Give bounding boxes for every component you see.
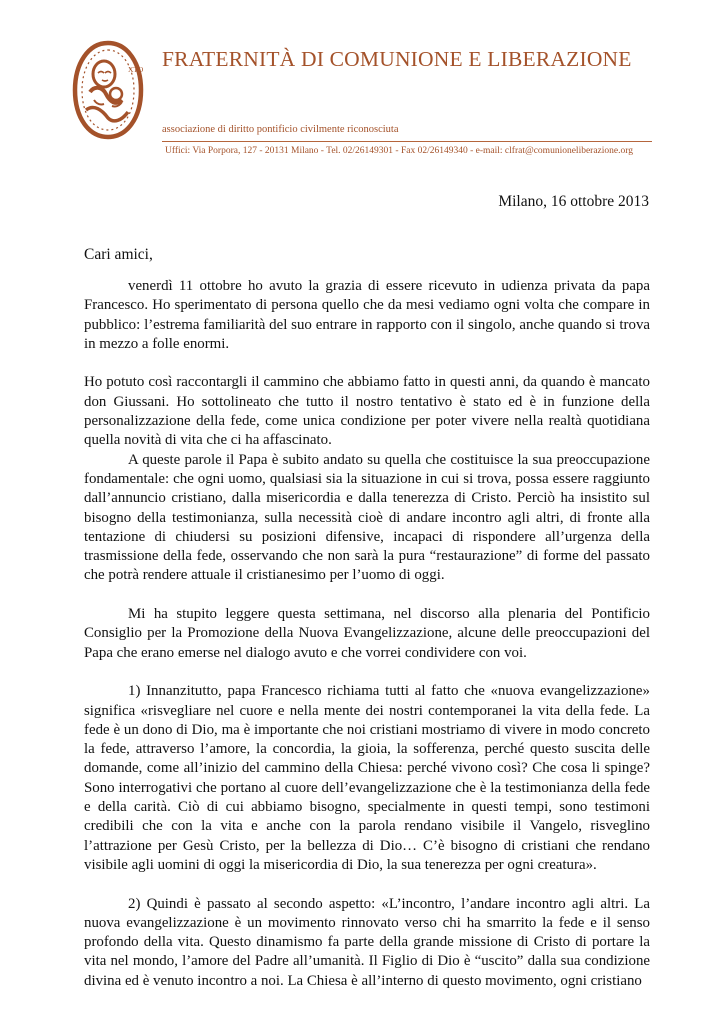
letter-body [84, 277, 650, 991]
paragraph: Mi ha stupito leggere questa settimana, nel discorso alla plenaria del Pontificio Consiglio per la Promozione della Nuova Evangelizzazione, alcune delle preoccupazioni del Papa che erano emerse nel dialogo avuto e che vorrei condividere con voi. [84, 606, 650, 661]
logo-label: XTO [128, 65, 144, 74]
organization-title: FRATERNITÀ DI COMUNIONE E LIBERAZIONE [162, 47, 632, 71]
paragraph: 1) Innanzitutto, papa Francesco richiama tutti al fatto che «nuova evangelizzazione» significa «risvegliare nel cuore e nella mente dei nostri contemporanei la vita della fede. La fede è un dono di Dio, ma è importante che noi cristiani mostriamo di vivere in modo concreto la fede, attraverso l’amore, la concordia, la gioia, la sofferenza, perché questo suscita delle domande, come all’inizio del cammino della Chiesa: perché vivono così? Che cosa li spinge? Sono interrogativi che portano al cuore dell’evangelizzazione che è la testimonianza della fede e della carità. Ciò di cui abbiamo bisogno, specialmente in questi tempi, sono testimoni credibili che con la vita e anche con la parola rendano visibile il Vangelo, risveglino l’attrazione per Gesù Cristo, per la bellezza di Dio… C’è bisogno di cristiani che rendano visibile agli uomini di oggi la misericordia di Dio, la sua tenerezza per ogni creatura». [84, 683, 650, 873]
letter-date: Milano, 16 ottobre 2013 [498, 193, 649, 210]
fraternity-logo-icon [72, 40, 144, 140]
organization-address: Uffici: Via Porpora, 127 - 20131 Milano - Tel. 02/26149301 - Fax 02/26149340 - e-mail: clfrat@comunioneliberazione.org [165, 146, 633, 156]
paragraph: venerdì 11 ottobre ho avuto la grazia di essere ricevuto in udienza privata da papa Francesco. Ho sperimentato di persona quello che da mesi vediamo ogni volta che compare in pubblico: l’estrema familiarità del suo entrare in rapporto con il singolo, anche quando si trova in mezzo a folle enormi. [84, 278, 650, 352]
paragraph: A queste parole il Papa è subito andato su quella che costituisce la sua preoccupazione fondamentale: che ogni uomo, qualsiasi sia la situazione in cui si trova, possa essere raggiunto dall’annuncio cristiano, dalla misericordia e dalla tenerezza di Cristo. Perciò ha insistito sul bisogno della testimonianza, sulla necessità cioè di andare incontro agli altri, di fronte alla tentazione di chiudersi su posizioni difensive, incapaci di rispondere all’urgenza della trasmissione della fede, osservando che non sarà la pura “restaurazione” di forme del passato che potrà rendere attuale il cristianesimo per l’uomo di oggi. [84, 451, 650, 584]
paragraph: 2) Quindi è passato al secondo aspetto: «L’incontro, l’andare incontro agli altri. La nuova evangelizzazione è un movimento rinnovato verso chi ha smarrito la fede e il senso profondo della vita. Questo dinamismo fa parte della grande missione di Cristo di portare la vita nel mondo, l’amore del Padre all’umanità. Il Figlio di Dio è “uscito” dalla sua condizione divina ed è venuto incontro a noi. La Chiesa è all’interno di questo movimento, ogni cristiano [84, 895, 650, 989]
letter-salutation: Cari amici, [84, 246, 153, 263]
organization-subtitle: associazione di diritto pontificio civilmente riconosciuta [162, 124, 399, 135]
header-divider [162, 141, 652, 142]
paragraph: Ho potuto così raccontargli il cammino che abbiamo fatto in questi anni, da quando è mancato don Giussani. Ho sottolineato che tutto il nostro tentativo è stato ed è in funzione della personalizzazione della fede, come unica condizione per poter vivere nella realtà quotidiana quella novità di vita che ci ha affascinato. [84, 374, 650, 449]
